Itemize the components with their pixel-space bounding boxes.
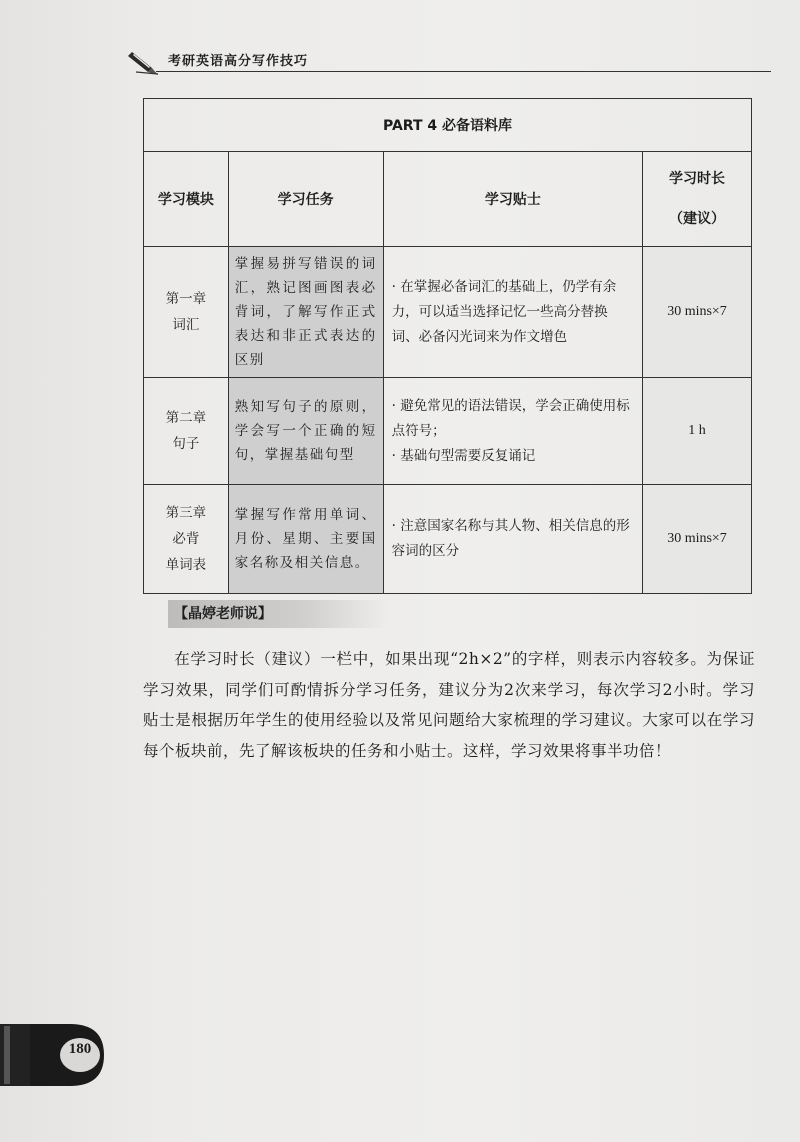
teacher-note-label: 【晶婷老师说】 xyxy=(168,600,388,628)
running-header xyxy=(128,44,768,78)
header-duration-line1: 学习时长 xyxy=(669,171,725,187)
module-cell xyxy=(144,378,229,485)
module-line: 必背 xyxy=(172,531,200,547)
module-line: 词汇 xyxy=(172,317,200,333)
task-cell: 掌握易拼写错误的词汇，熟记图画图表必背词，了解写作正式表达和非正式表达的区别 xyxy=(228,247,383,378)
module-cell xyxy=(144,485,229,594)
task-cell: 熟知写句子的原则，学会写一个正确的短句，掌握基础句型 xyxy=(228,378,383,485)
tips-cell xyxy=(383,378,642,485)
pencil-icon xyxy=(128,44,162,78)
tips-cell xyxy=(383,247,642,378)
table-row xyxy=(144,378,752,485)
header-task: 学习任务 xyxy=(228,152,383,247)
duration-cell: 1 h xyxy=(643,378,752,485)
module-line: 单词表 xyxy=(165,557,207,573)
module-line: 句子 xyxy=(172,436,200,452)
module-line: 第三章 xyxy=(165,505,207,521)
header-module: 学习模块 xyxy=(144,152,229,247)
header-rule xyxy=(156,71,771,72)
teacher-note-paragraph xyxy=(143,644,755,766)
study-plan-table xyxy=(143,98,752,594)
tip-item: · 注意国家名称与其人物、相关信息的形容词的区分 xyxy=(391,518,630,559)
table-title: PART 4 必备语料库 xyxy=(144,99,752,152)
task-cell: 掌握写作常用单词、月份、星期、主要国家名称及相关信息。 xyxy=(228,485,383,594)
header-title: 考研英语高分写作技巧 xyxy=(168,54,309,69)
duration-cell: 30 mins×7 xyxy=(643,485,752,594)
module-cell xyxy=(144,247,229,378)
table-row xyxy=(144,247,752,378)
tip-item: · 避免常见的语法错误，学会正确使用标点符号； xyxy=(391,397,630,439)
header-duration-line2: （建议） xyxy=(669,211,725,227)
module-line: 第一章 xyxy=(165,291,207,307)
module-line: 第二章 xyxy=(165,410,207,426)
header-tips: 学习贴士 xyxy=(383,152,642,247)
tips-cell xyxy=(383,485,642,594)
table-row xyxy=(144,485,752,594)
header-duration xyxy=(643,152,752,247)
page-number: 180 xyxy=(68,1041,92,1057)
tip-item: · 在掌握必备词汇的基础上，仍学有余力，可以适当选择记忆一些高分替换词、必备闪光词来为作文增色 xyxy=(391,278,617,345)
duration-cell: 30 mins×7 xyxy=(643,247,752,378)
table-header-row xyxy=(144,152,752,247)
tip-item: · 基础句型需要反复诵记 xyxy=(391,447,536,464)
teacher-note-text: 在学习时长（建议）一栏中，如果出现“2h×2”的字样，则表示内容较多。为保证学习效果，同学们可酌情拆分学习任务，建议分为2次来学习，每次学习2小时。学习贴士是根据历年学生的使用经验以及常见问题给大家梳理的学习建议。大家可以在学习每个板块前，先了解该板块的任务和小贴士。这样，学习效果将事半功倍！ xyxy=(143,650,755,760)
table-title-row xyxy=(144,99,752,152)
